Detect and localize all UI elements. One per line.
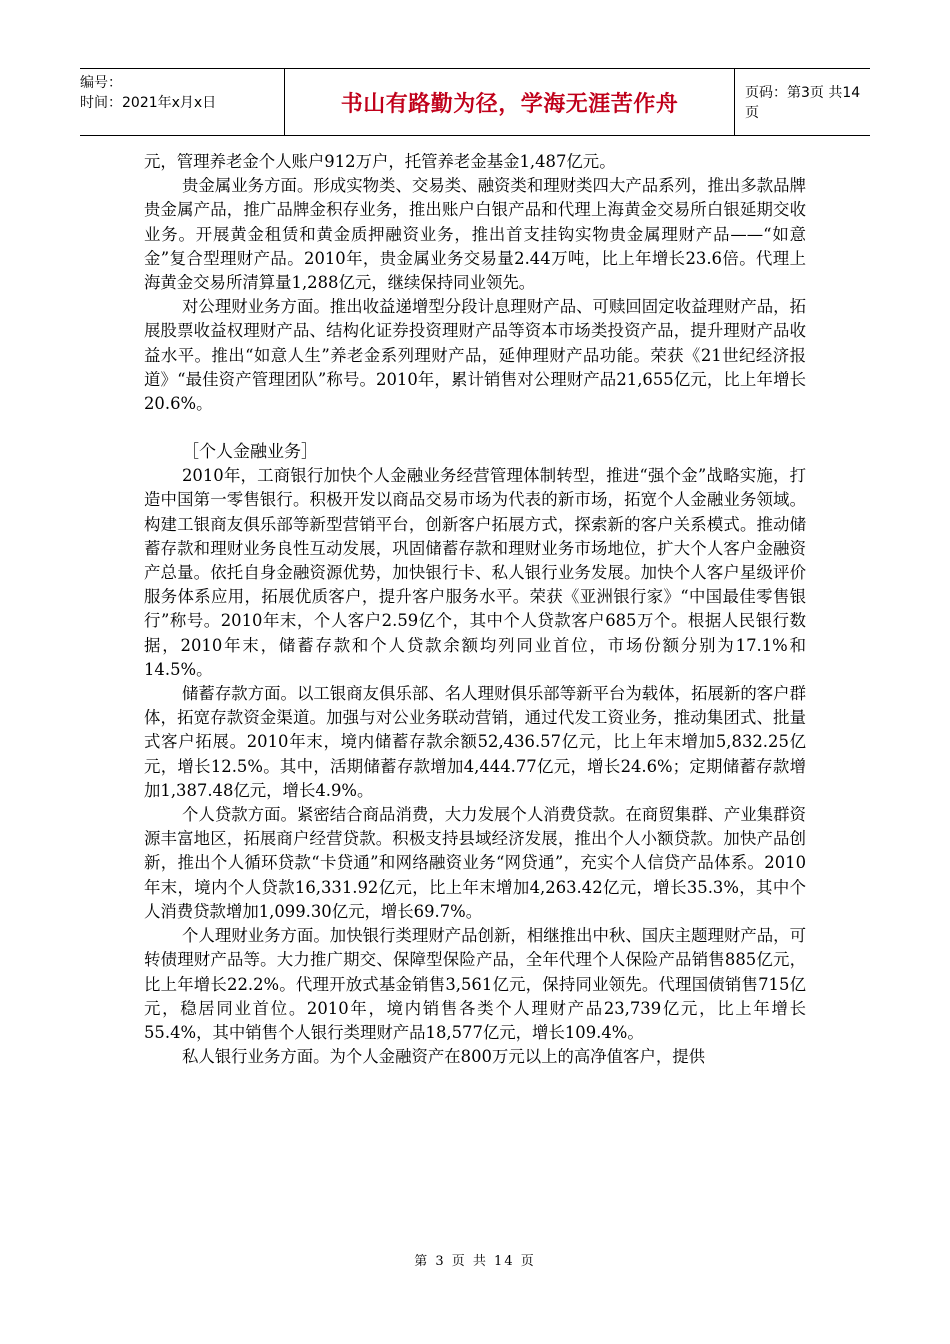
number-label: 编号： — [80, 75, 122, 91]
motto: 书山有路勤为径，学海无涯苦作舟 — [340, 91, 679, 117]
paragraph: 贵金属业务方面。形成实物类、交易类、融资类和理财类四大产品系列，推出多款品牌贵金属产品，推广品牌金积存业务，推出账户白银产品和代理上海黄金交易所白银延期交收业务。开展黄金租赁和黄金质押融资业务，推出首支挂钩实物贵金属理财产品——“如意金”复合型理财产品。2010年，贵金属业务交易量2.44万吨，比上年增长23.6倍。代理上海黄金交易所清算量1,288亿元，继续保持同业领先。 — [144, 176, 806, 293]
paragraph: 2010年，工商银行加快个人金融业务经营管理体制转型，推进“强个金”战略实施，打造中国第一零售银行。积极开发以商品交易市场为代表的新市场，拓宽个人金融业务领域。构建工银商友俱乐部等新型营销平台，创新客户拓展方式，探索新的客户关系模式。推动储蓄存款和理财业务良性互动发展，巩固储蓄存款和理财业务市场地位，扩大个人客户金融资产总量。依托自身金融资源优势，加快银行卡、私人银行业务发展。加快个人客户星级评价服务体系应用，拓展优质客户，提升客户服务水平。荣获《亚洲银行家》“中国最佳零售银行”称号。2010年末，个人客户2.59亿个，其中个人贷款客户685万个。根据人民银行数据，2010年末，储蓄存款和个人贷款余额均列同业首位，市场份额分别为17.1%和14.5%。 — [144, 466, 806, 679]
header-motto-cell — [285, 69, 735, 135]
paragraph: 个人贷款方面。紧密结合商品消费，大力发展个人消费贷款。在商贸集群、产业集群资源丰富地区，拓展商户经营贷款。积极支持县域经济发展，推出个人小额贷款。加快产品创新，推出个人循环贷款“卡贷通”和网络融资业务“网贷通”，充实个人信贷产品体系。2010年末，境内个人贷款16,331.92亿元，比上年末增加4,263.42亿元，增长35.3%，其中个人消费贷款增加1,099.30亿元，增长69.7%。 — [144, 805, 806, 921]
section-title: ［个人金融业务］ — [182, 442, 318, 463]
paragraph: 元，管理养老金个人账户912万户，托管养老金基金1,487亿元。 — [144, 152, 616, 171]
paragraph: 储蓄存款方面。以工银商友俱乐部、名人理财俱乐部等新平台为载体，拓展新的客户群体，拓宽存款资金渠道。加强与对公业务联动营销，通过代发工资业务，推动集团式、批量式客户拓展。2010年末，境内储蓄存款余额52,436.57亿元，比上年末增加5,832.25亿元，增长12.5%。其中，活期储蓄存款增加4,444.77亿元，增长24.6%；定期储蓄存款增加1,387.48亿元，增长4.9%。 — [144, 684, 806, 800]
paragraph: 对公理财业务方面。推出收益递增型分段计息理财产品、可赎回固定收益理财产品，拓展股票收益权理财产品、结构化证券投资理财产品等资本市场类投资产品，提升理财产品收益水平。推出“如意人生”养老金系列理财产品，延伸理财产品功能。荣获《21世纪经济报道》“最佳资产管理团队”称号。2010年，累计销售对公理财产品21,655亿元，比上年增长20.6%。 — [144, 297, 806, 414]
time-label: 时间：2021年x月x日 — [80, 95, 217, 111]
paragraph: 私人银行业务方面。为个人金融资产在800万元以上的高净值客户，提供 — [182, 1047, 706, 1067]
page-header — [80, 68, 870, 136]
page-footer: 第 3 页 共 14 页 — [414, 1254, 536, 1269]
page-label: 页码：第3页 共14页 — [745, 85, 861, 121]
paragraph: 个人理财业务方面。加快银行类理财产品创新，相继推出中秋、国庆主题理财产品，可转债理财产品等。大力推广期交、保障型保险产品，全年代理个人保险产品销售885亿元，比上年增长22.2%。代理开放式基金销售3,561亿元，保持同业领先。代理国债销售715亿元，稳居同业首位。2010年，境内销售各类个人理财产品23,739亿元，比上年增长55.4%，其中销售个人银行类理财产品18,577亿元，增长109.4%。 — [144, 926, 806, 1042]
header-meta — [80, 69, 285, 135]
document-body — [144, 150, 806, 1069]
